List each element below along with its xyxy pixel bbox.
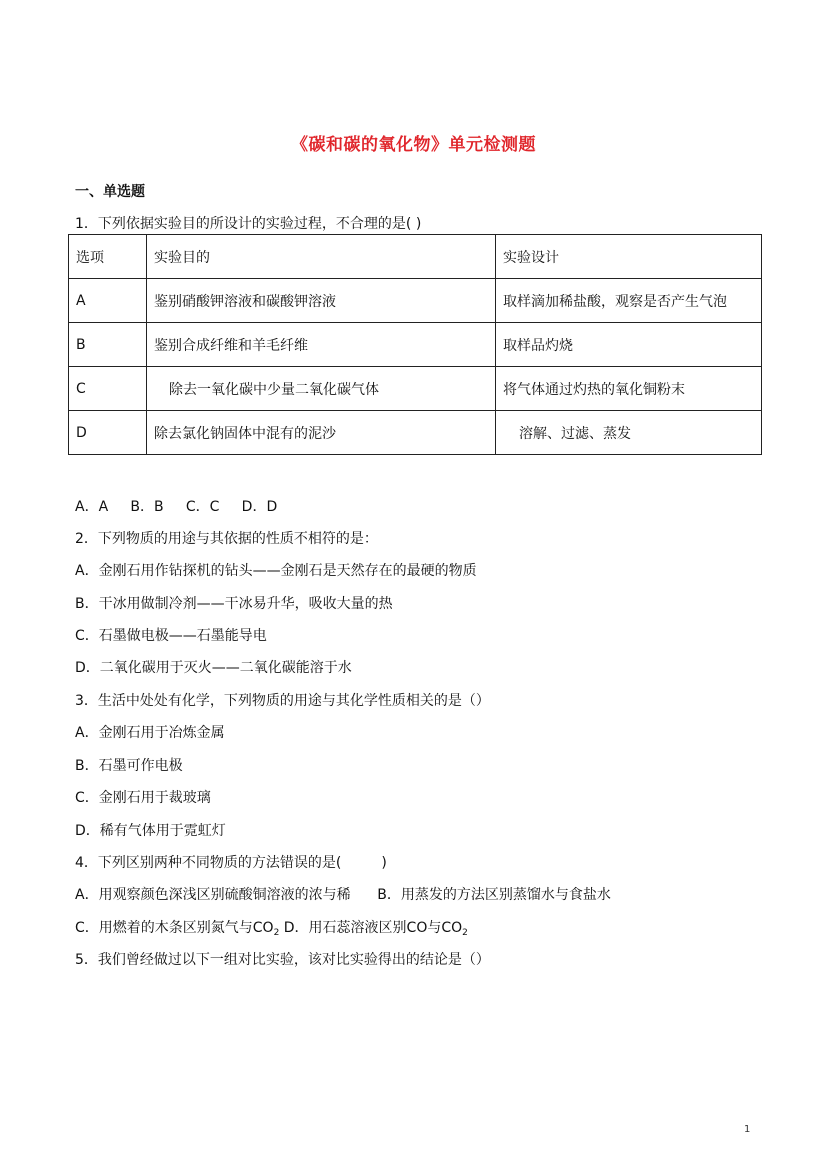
table-cell: 除去氯化钠固体中混有的泥沙 xyxy=(147,411,496,455)
table-cell: A xyxy=(69,279,147,323)
subscript: 2 xyxy=(273,928,280,938)
page-number: 1 xyxy=(744,1124,751,1135)
table-cell: 除去一氧化碳中少量二氧化碳气体 xyxy=(147,367,496,411)
table-cell: D xyxy=(69,411,147,455)
question-5-stem: 5．我们曾经做过以下一组对比实验，该对比实验得出的结论是（） xyxy=(75,952,490,968)
subscript: 2 xyxy=(462,928,468,938)
table-cell: 取样滴加稀盐酸，观察是否产生气泡 xyxy=(496,279,762,323)
table-row xyxy=(69,323,762,367)
table-cell: 取样品灼烧 xyxy=(496,323,762,367)
question-3-stem: 3．生活中处处有化学，下列物质的用途与其化学性质相关的是（） xyxy=(75,693,490,709)
table-row xyxy=(69,411,762,455)
question-1-stem: 1．下列依据实验目的所设计的实验过程，不合理的是( ) xyxy=(75,216,422,232)
question-3-option-b: B．石墨可作电极 xyxy=(75,758,183,774)
question-2-option-c: C．石墨做电极——石墨能导电 xyxy=(75,628,267,644)
table-cell: 鉴别合成纤维和羊毛纤维 xyxy=(147,323,496,367)
question-2-option-a: A．金刚石用作钻探机的钻头——金刚石是天然存在的最硬的物质 xyxy=(75,563,477,579)
question-2-stem: 2．下列物质的用途与其依据的性质不相符的是： xyxy=(75,531,378,547)
question-2-option-b: B．干冰用做制冷剂——干冰易升华，吸收大量的热 xyxy=(75,596,393,612)
question-1-table xyxy=(68,234,762,455)
document-title: 《碳和碳的氧化物》单元检测题 xyxy=(291,135,536,155)
question-4-option-d: D．用石蕊溶液区别CO与CO xyxy=(279,920,463,936)
table-row xyxy=(69,279,762,323)
table-header-cell: 实验目的 xyxy=(147,235,496,279)
table-cell: B xyxy=(69,323,147,367)
table-cell: 溶解、过滤、蒸发 xyxy=(496,411,762,455)
table-header-cell: 实验设计 xyxy=(496,235,762,279)
question-4-option-c: C．用燃着的木条区别氮气与CO xyxy=(75,920,274,936)
table-cell: C xyxy=(69,367,147,411)
question-4-options-cd xyxy=(75,917,468,938)
table-cell: 将气体通过灼热的氧化铜粉末 xyxy=(496,367,762,411)
question-4-stem: 4．下列区别两种不同物质的方法错误的是( ) xyxy=(75,855,387,871)
table-header-row xyxy=(69,235,762,279)
question-3-option-a: A．金刚石用于冶炼金属 xyxy=(75,725,225,741)
question-3-option-c: C．金刚石用于裁玻璃 xyxy=(75,790,211,806)
table-cell: 鉴别硝酸钾溶液和碳酸钾溶液 xyxy=(147,279,496,323)
question-4-options-ab: A．用观察颜色深浅区别硫酸铜溶液的浓与稀 B．用蒸发的方法区别蒸馏水与食盐水 xyxy=(75,887,611,903)
question-2-option-d: D．二氧化碳用于灭火——二氧化碳能溶于水 xyxy=(75,660,352,676)
question-1-options: A．A B．B C．C D．D xyxy=(75,499,278,515)
table-row xyxy=(69,367,762,411)
section-heading: 一、单选题 xyxy=(75,184,145,200)
table-header-cell: 选项 xyxy=(69,235,147,279)
question-3-option-d: D．稀有气体用于霓虹灯 xyxy=(75,823,226,839)
